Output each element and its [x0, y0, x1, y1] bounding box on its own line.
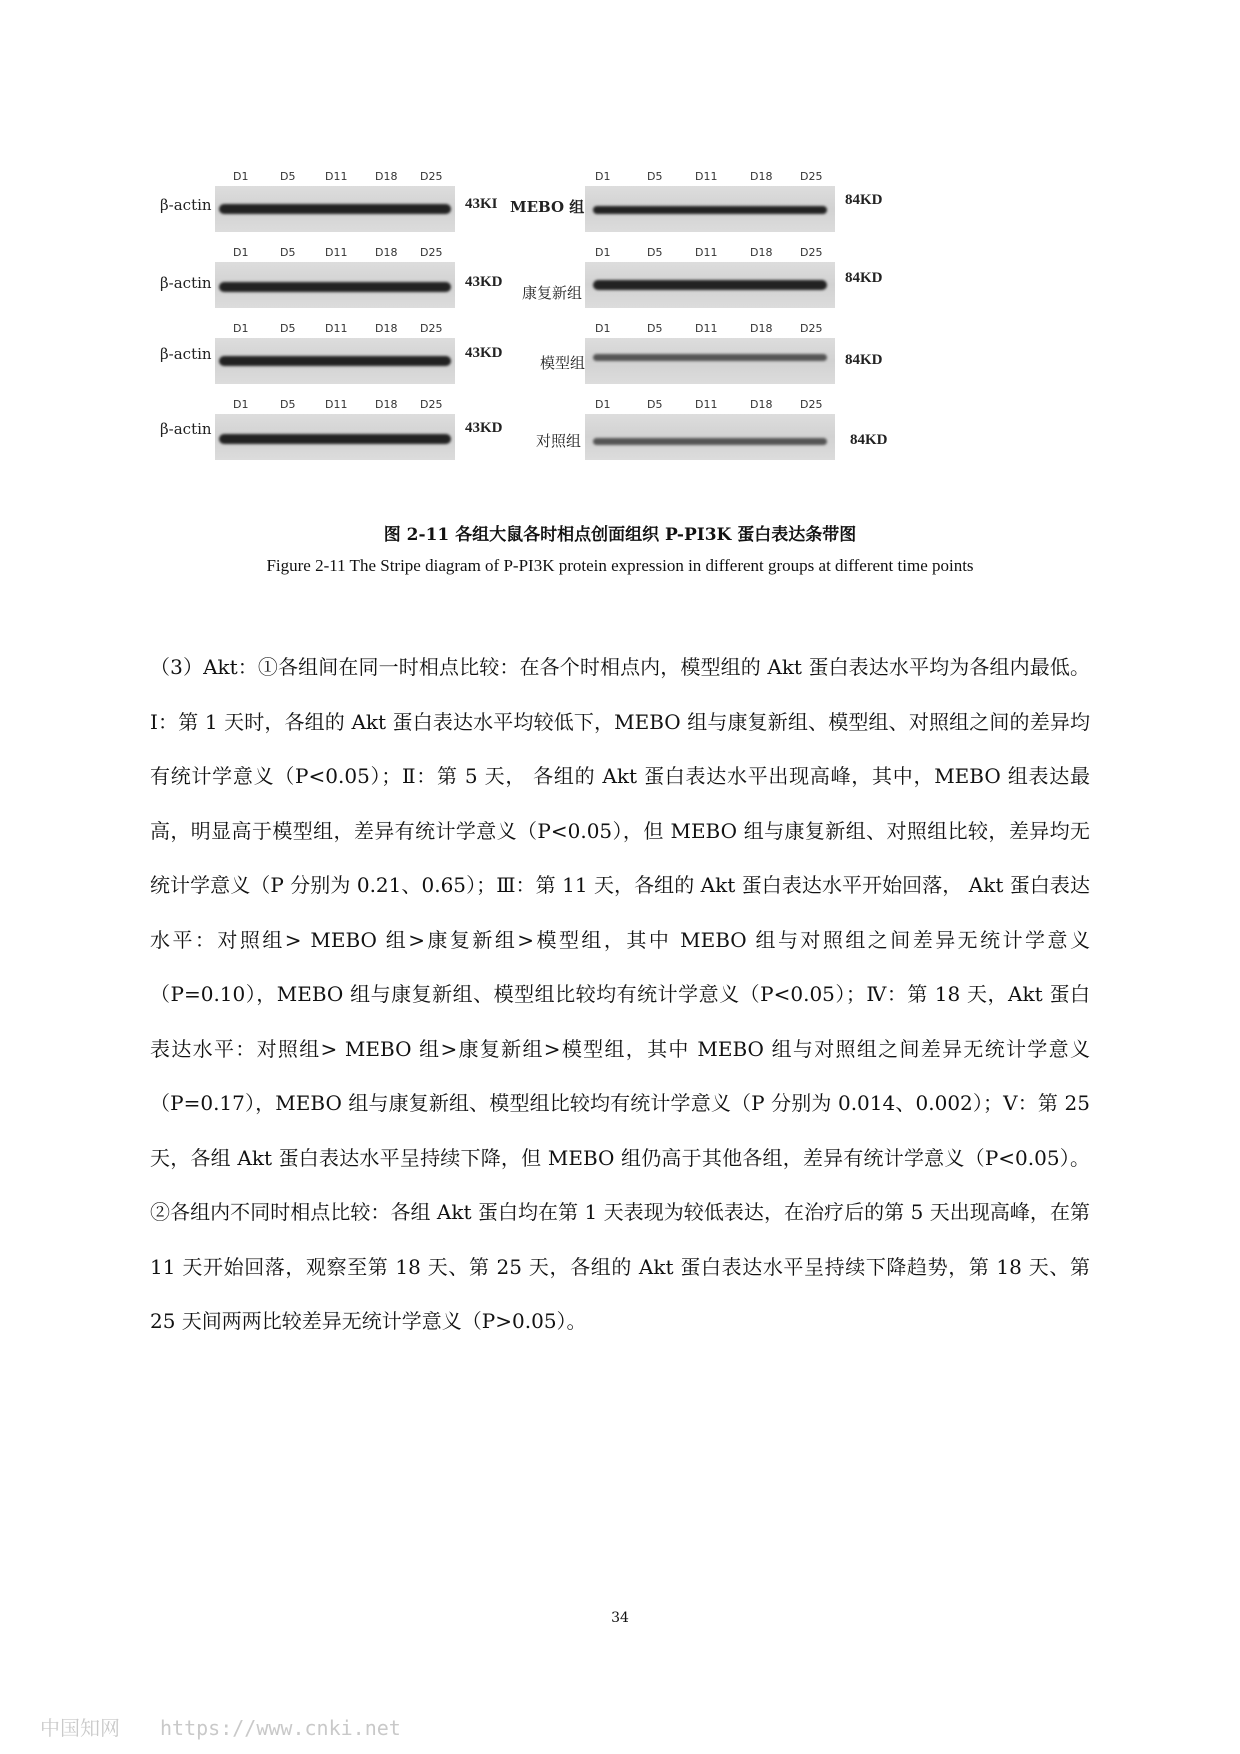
right-row-label: 对照组 — [536, 432, 582, 450]
lane-label: D11 — [695, 398, 718, 411]
lane-label: D11 — [325, 322, 348, 335]
left-marker: 43KD — [465, 420, 503, 436]
right-blot-1 — [585, 170, 835, 232]
lane-label: D18 — [375, 322, 398, 335]
blot-strip — [215, 414, 455, 460]
lane-label: D18 — [375, 398, 398, 411]
right-marker: 84KD — [850, 432, 888, 448]
right-marker: 84KD — [845, 352, 883, 368]
lane-label: D5 — [280, 322, 296, 335]
lane-label: D25 — [800, 398, 823, 411]
lane-label: D18 — [750, 170, 773, 183]
lane-label: D1 — [233, 398, 249, 411]
blot-strip — [585, 338, 835, 384]
right-row-label: 康复新组 — [522, 284, 583, 302]
left-marker: 43KD — [465, 345, 503, 361]
right-blot-2 — [585, 246, 835, 308]
blot-strip — [215, 262, 455, 308]
lane-label: D5 — [647, 322, 663, 335]
lane-label: D1 — [595, 246, 611, 259]
watermark-brand: 中国知网 — [40, 1716, 120, 1740]
left-blot-1 — [215, 170, 455, 232]
right-marker: 84KD — [845, 192, 883, 208]
lane-label: D25 — [420, 170, 443, 183]
right-blot-3 — [585, 322, 835, 384]
lane-label: D18 — [750, 398, 773, 411]
figure-caption-zh: 图 2-11 各组大鼠各时相点创面组织 P-PI3K 蛋白表达条带图 — [383, 525, 857, 545]
watermark-url: https://www.cnki.net — [160, 1716, 401, 1740]
lane-label: D11 — [695, 246, 718, 259]
body-paragraph: （3）Akt：①各组间在同一时相点比较：在各个时相点内，模型组的 Akt 蛋白表达水平均为各组内最低。Ⅰ：第 1 天时，各组的 Akt 蛋白表达水平均较低下，MEBO 组与康复新组、模型组、对照组之间的差异均有统计学意义（P<0.05）；Ⅱ：第 5 天， 各组的 Akt 蛋白表达水平出现高峰，其中，MEBO 组表达最高，明显高于模型组，差异有统计学意义（P<0.05），但 MEBO 组与康复新组、对照组比较，差异均无统计学意义（P 分别为 0.21、0.65）；Ⅲ：第 11 天，各组的 Akt 蛋白表达水平开始回落， Akt 蛋白表达水平：对照组> MEBO 组>康复新组>模型组，其中 MEBO 组与对照组之间差异无统计学意义（P=0.10），MEBO 组与康复新组、模型组比较均有统计学意义（P<0.05）；Ⅳ：第 18 天，Akt 蛋白表达水平：对照组> MEBO 组>康复新组>模型组，其中 MEBO 组与对照组之间差异无统计学意义（P=0.17），MEBO 组与康复新组、模型组比较均有统计学意义（P 分别为 0.014、0.002）；Ⅴ：第 25 天，各组 Akt 蛋白表达水平呈持续下降，但 MEBO 组仍高于其他各组，差异有统计学意义（P<0.05）。 ②各组内不同时相点比较：各组 Akt 蛋白均在第 1 天表现为较低表达，在治疗后的第 5 天出现高峰，在第 11 天开始回落，观察至第 18 天、第 25 天，各组的 Akt 蛋白表达水平呈持续下降趋势，第 18 天、第 25 天间两两比较差异无统计学意义（P>0.05）。 — [150, 655, 1090, 1333]
page-number: 34 — [611, 1610, 629, 1626]
lane-label: D25 — [800, 246, 823, 259]
left-row-label: β-actin — [160, 420, 212, 438]
lane-label: D25 — [420, 322, 443, 335]
left-marker: 43KI — [465, 196, 498, 212]
lane-label: D1 — [595, 170, 611, 183]
lane-label: D1 — [233, 246, 249, 259]
lane-label: D25 — [800, 170, 823, 183]
lane-label: D5 — [647, 398, 663, 411]
left-blot-2 — [215, 246, 455, 308]
lane-label: D11 — [325, 246, 348, 259]
lane-label: D1 — [233, 322, 249, 335]
left-blot-4 — [215, 398, 455, 460]
lane-label: D5 — [647, 170, 663, 183]
left-marker: 43KD — [465, 274, 503, 290]
lane-label: D18 — [750, 322, 773, 335]
blot-strip — [585, 414, 835, 460]
cnki-watermark — [40, 1712, 401, 1741]
left-row-label: β-actin — [160, 196, 212, 214]
lane-label: D18 — [375, 170, 398, 183]
blot-strip — [585, 262, 835, 308]
lane-label: D1 — [233, 170, 249, 183]
figure-caption-en: Figure 2-11 The Stripe diagram of P-PI3K protein expression in different groups at different time points — [266, 556, 974, 575]
lane-label: D11 — [325, 398, 348, 411]
left-blot-3 — [215, 322, 455, 384]
left-row-label: β-actin — [160, 345, 212, 363]
lane-label: D18 — [750, 246, 773, 259]
right-marker: 84KD — [845, 270, 883, 286]
lane-label: D5 — [280, 246, 296, 259]
lane-label: D1 — [595, 322, 611, 335]
lane-label: D11 — [325, 170, 348, 183]
lane-label: D5 — [647, 246, 663, 259]
lane-label: D11 — [695, 322, 718, 335]
left-row-label: β-actin — [160, 274, 212, 292]
lane-label: D5 — [280, 170, 296, 183]
lane-label: D25 — [800, 322, 823, 335]
blot-strip — [585, 186, 835, 232]
right-blot-4 — [585, 398, 835, 460]
lane-label: D5 — [280, 398, 296, 411]
blot-strip — [215, 338, 455, 384]
lane-label: D1 — [595, 398, 611, 411]
right-row-label: 模型组 — [540, 354, 586, 372]
lane-label: D18 — [375, 246, 398, 259]
lane-label: D11 — [695, 170, 718, 183]
lane-label: D25 — [420, 246, 443, 259]
right-row-label: MEBO 组 — [510, 198, 585, 216]
lane-label: D25 — [420, 398, 443, 411]
blot-strip — [215, 186, 455, 232]
western-blot-figure — [160, 170, 1060, 490]
